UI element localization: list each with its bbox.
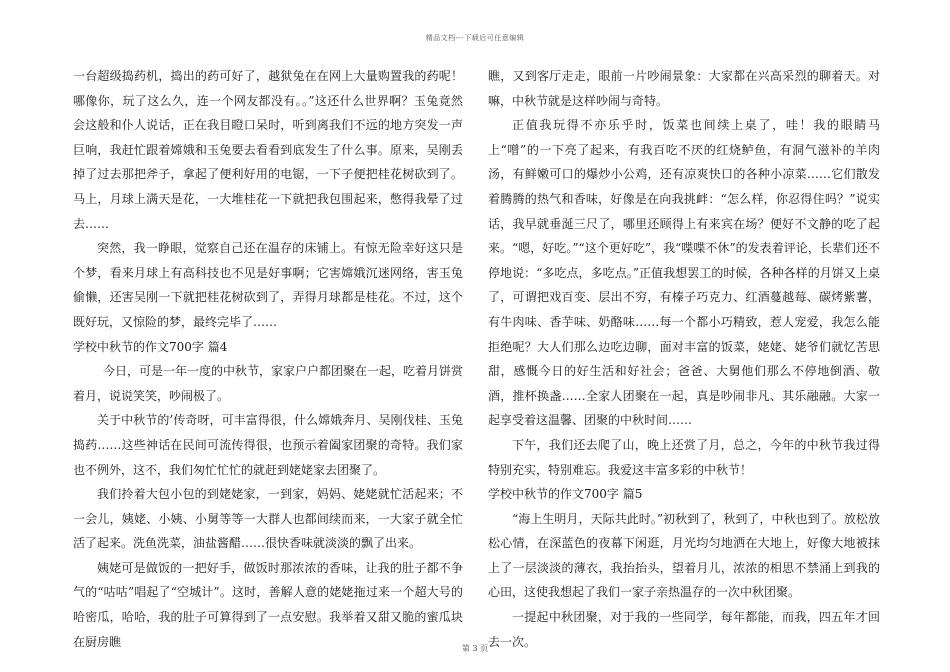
page-header: 精品文档---下载后可任意编辑 bbox=[425, 34, 525, 42]
paragraph: 一提起中秋团聚，对于我的一些同学，每年都能，而我，四五年才回去一次。 bbox=[488, 610, 880, 649]
right-column bbox=[488, 64, 880, 654]
paragraph: 正值我玩得不亦乐乎时，饭菜也间续上桌了，哇！我的眼睛马上“噌”的一下亮了起来，有我百吃不厌的红烧鲈鱼，有洞气滋补的羊肉汤，有鲜嫩可口的爆炒小公鸡，还有凉爽快口的各种小凉菜……它们散发着腾腾的热气和香味，好像是在向我挑衅：“怎么样，你忍得住吗？”说实话，我早就垂涎三尺了，哪里还顾得上有来宾在场？便好不文静的吃了起来。“嗯，好吃。”“这个更好吃”，我“喋喋不休”的发表着评论，长辈们还不停地说：“多吃点，多吃点。”正值我想罢工的时候，各种各样的月饼又上桌了，可谓把戏百变、层出不穷，有榛子巧克力、红酒蔓越莓、碳烤紫薯，有牛肉味、香芋味、奶酪味……每一个都小巧精致，惹人宠爱，我怎么能拒绝呢？大人们那么边吃边聊，面对丰富的饭菜，姥姥、姥爷们就忆苦思甜，感慨今日的好生活和好社会；爸爸、大舅他们那么不停地倒酒、敬酒，推杯换盏……全家人团聚在一起，真是吵闹非凡、其乐融融。大家一起享受着这温馨、团聚的中秋时间…… bbox=[488, 118, 880, 428]
paragraph: 关于中秋节的’传奇呀，可丰富得很，什么嫦娥奔月、吴刚伐桂、玉兔捣药……这些神话在民间可流传得很，也预示着阖家团聚的奇特。我们家也不例外，这不，我们匆忙忙忙的就赶到姥姥家去团聚了。 bbox=[73, 413, 463, 477]
paragraph: 一台超级捣药机，捣出的药可好了，越狱兔在在网上大量购置我的药呢！哪像你，玩了这么久，连一个网友都没有。。”这还什么世界啊？玉兔竟然会这般和仆人说话，正在我目瞪口呆时，听到离我们不远的地方突发一声巨响，我赶忙跟着嫦娥和玉兔要去看看到底发生了什么事。原来，吴刚丢掉了过去那把斧子，拿起了便利好用的电锯，一下子便把桂花树砍到了。马上，月球上满天是花，一大堆桂花一下就把我包围起来，憋得我晕了过去…… bbox=[73, 69, 463, 231]
page-number: 第 3 页 bbox=[461, 644, 489, 653]
paragraph: 姨姥可是做饭的一把好手，做饭时那浓浓的香味，让我的肚子都不争气的“咕咕”唱起了“空城计”。这时，善解人意的姥姥拖过来一个超大号的哈密瓜，哈哈，我的肚子可算得到了一点安慰。我举着又甜又脆的蜜瓜块在厨房瞧 bbox=[73, 560, 463, 649]
section-title: 学校中秋节的作文700字 篇4 bbox=[73, 339, 228, 354]
left-column bbox=[73, 64, 463, 654]
paragraph: 今日，可是一年一度的中秋节，家家户户都团聚在一起，吃着月饼赏着月，说说笑笑，吵闹极了。 bbox=[73, 364, 464, 403]
paragraph: 我们拎着大包小包的到姥姥家，一到家，妈妈、姥姥就忙活起来；不一会儿，姨姥、小姨、小舅等等一大群人也都间续而来，一大家子就全忙活了起来。洗鱼洗菜，油盐酱醋……很快香味就淡淡的飘了出来。 bbox=[73, 487, 463, 551]
paragraph: 下午，我们还去爬了山，晚上还赏了月，总之，今年的中秋节我过得特别充实，特别难忘。我爱这丰富多彩的中秋节！ bbox=[488, 437, 880, 477]
paragraph: “海上生明月，天际共此时。”初秋到了，秋到了，中秋也到了。放松放松心情，在深蓝色的夜幕下闲逛，月光均匀地洒在大地上，好像大地被抹上了一层淡淡的薄衣，我抬抬头，望着月儿，浓浓的相思不禁涌上到我的心田，这使我想起了我们一家子亲热温存的一次中秋团聚。 bbox=[488, 511, 880, 600]
paragraph: 突然，我一睁眼，觉察自己还在温存的床铺上。有惊无险幸好这只是个梦，看来月球上有高科技也不见是好事啊；它害嫦娥沉迷网络，害玉兔偷懒，还害吴刚一下就把桂花树砍到了，弄得月球都是桂花。不过，这个既好玩，又惊险的梦，最终完毕了…… bbox=[73, 241, 463, 329]
paragraph: 瞧，又到客厅走走，眼前一片吵闹景象：大家都在兴高采烈的聊着天。对嘛，中秋节就是这样吵闹与奇特。 bbox=[488, 69, 880, 108]
section-title: 学校中秋节的作文700字 篇5 bbox=[488, 487, 643, 502]
